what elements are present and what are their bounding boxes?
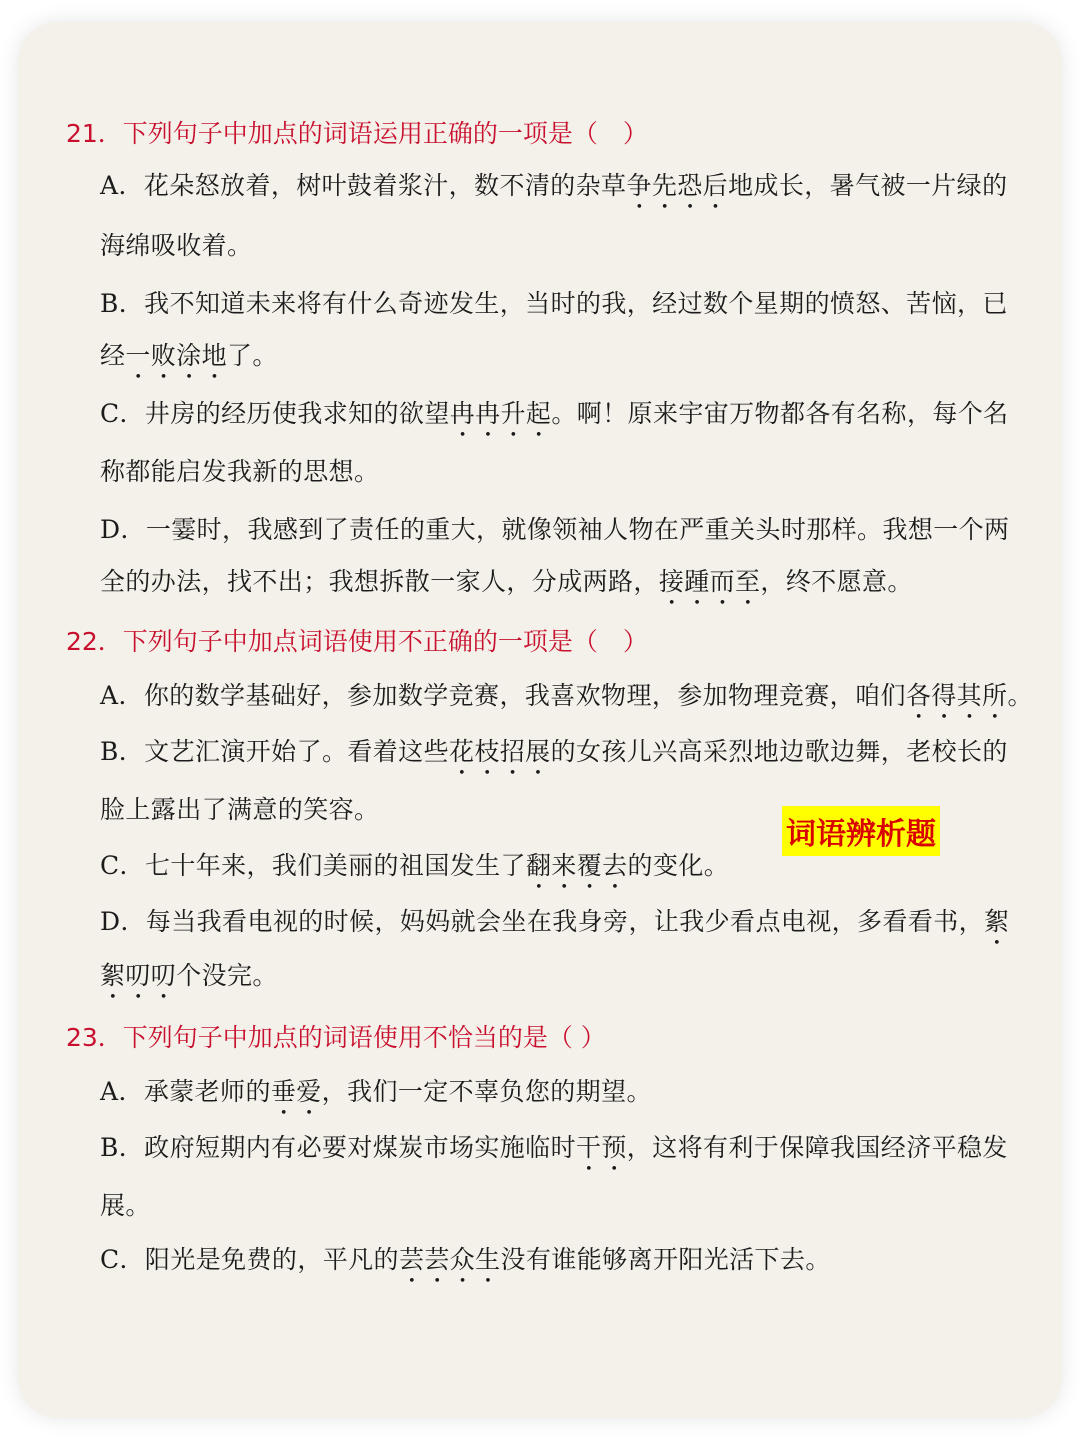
q23-a-emphasis: 垂爱 bbox=[270, 1077, 322, 1106]
q21-option-d-line2 bbox=[100, 562, 1010, 611]
q21-option-b-line2 bbox=[100, 336, 1010, 385]
q21-d-text: 全的办法，找不出；我想拆散一家人，分成两路， bbox=[100, 567, 659, 596]
q22-option-d-line1 bbox=[100, 902, 1010, 951]
q21-b-text-2: 了。 bbox=[227, 341, 278, 370]
q21-option-a-line2: 海绵吸收着。 bbox=[100, 231, 253, 260]
q22-a-text-2: 。 bbox=[1007, 681, 1033, 710]
q23-b-emphasis: 干预 bbox=[575, 1133, 627, 1162]
q22-option-b-line2: 脸上露出了满意的笑容。 bbox=[100, 795, 380, 824]
q22-c-emphasis: 翻来覆去 bbox=[525, 851, 628, 880]
q23-option-b-line2: 展。 bbox=[100, 1191, 151, 1220]
topic-tag: 词语辨析题 bbox=[782, 806, 940, 856]
question-21-title: 21．下列句子中加点的词语运用正确的一项是（ ） bbox=[66, 119, 648, 148]
question-22-title: 22．下列句子中加点词语使用不正确的一项是（ ） bbox=[66, 627, 648, 656]
q21-b-emphasis: 一败涂地 bbox=[125, 341, 228, 370]
q23-option-b-line1 bbox=[100, 1128, 1010, 1177]
q23-a-text: A．承蒙老师的 bbox=[100, 1077, 271, 1106]
q23-a-text-2: ，我们一定不辜负您的期望。 bbox=[321, 1077, 652, 1106]
q21-option-c-line1 bbox=[100, 394, 1010, 443]
q23-b-text: B．政府短期内有必要对煤炭市场实施临时 bbox=[100, 1133, 576, 1162]
question-23-title: 23．下列句子中加点的词语使用不恰当的是（ ） bbox=[66, 1023, 606, 1052]
q21-d-emphasis: 接踵而至 bbox=[658, 567, 761, 596]
q22-option-b-line1 bbox=[100, 732, 1010, 781]
q21-option-a-line1 bbox=[100, 166, 1010, 215]
q22-a-emphasis: 各得其所 bbox=[905, 681, 1008, 710]
q21-option-d-line1: D．一霎时，我感到了责任的重大，就像领袖人物在严重关头时那样。我想一个两 bbox=[100, 515, 1010, 544]
q22-d-emphasis-1: 絮 bbox=[984, 907, 1010, 936]
q21-a-text-2: 地成长，暑气被一片绿的 bbox=[728, 171, 1008, 200]
worksheet-page bbox=[18, 22, 1062, 1418]
q22-c-text: C．七十年来，我们美丽的祖国发生了 bbox=[100, 851, 526, 880]
q23-c-emphasis: 芸芸众生 bbox=[398, 1245, 501, 1274]
q23-c-text: C．阳光是免费的，平凡的 bbox=[100, 1245, 399, 1274]
q22-d-text: D．每当我看电视的时候，妈妈就会坐在我身旁，让我少看点电视，多看看书， bbox=[100, 907, 985, 936]
q22-option-a bbox=[100, 676, 1033, 725]
q22-b-emphasis: 花枝招展 bbox=[448, 737, 551, 766]
q21-option-b-line1: B．我不知道未来将有什么奇迹发生，当时的我，经过数个星期的愤怒、苦恼，已 bbox=[100, 289, 1008, 318]
q21-option-c-line2: 称都能启发我新的思想。 bbox=[100, 457, 380, 486]
q22-d-emphasis-2: 絮叨叨 bbox=[100, 961, 177, 990]
q21-d-text-2: ，终不愿意。 bbox=[760, 567, 913, 596]
q21-b-text: 经 bbox=[100, 341, 126, 370]
q21-c-text: C．井房的经历使我求知的欲望 bbox=[100, 399, 450, 428]
q22-b-text: B．文艺汇演开始了。看着这些 bbox=[100, 737, 449, 766]
q23-option-a bbox=[100, 1072, 1010, 1121]
q21-c-emphasis: 冉冉升起 bbox=[449, 399, 552, 428]
q22-b-text-2: 的女孩儿兴高采烈地边歌边舞，老校长的 bbox=[550, 737, 1008, 766]
q22-a-text: A．你的数学基础好，参加数学竞赛，我喜欢物理，参加物理竞赛，咱们 bbox=[100, 681, 906, 710]
q22-c-text-2: 的变化。 bbox=[627, 851, 730, 880]
q22-option-d-line2 bbox=[100, 956, 1010, 1005]
q21-a-emphasis: 争先恐后 bbox=[626, 171, 729, 200]
q23-option-c bbox=[100, 1240, 1010, 1289]
q22-d-text-2: 个没完。 bbox=[176, 961, 278, 990]
q21-a-text: A．花朵怒放着，树叶鼓着浆汁，数不清的杂草 bbox=[100, 171, 627, 200]
q23-c-text-2: 没有谁能够离开阳光活下去。 bbox=[500, 1245, 831, 1274]
q23-b-text-2: ，这将有利于保障我国经济平稳发 bbox=[626, 1133, 1008, 1162]
q21-c-text-2: 。啊！原来宇宙万物都各有名称，每个名 bbox=[551, 399, 1009, 428]
